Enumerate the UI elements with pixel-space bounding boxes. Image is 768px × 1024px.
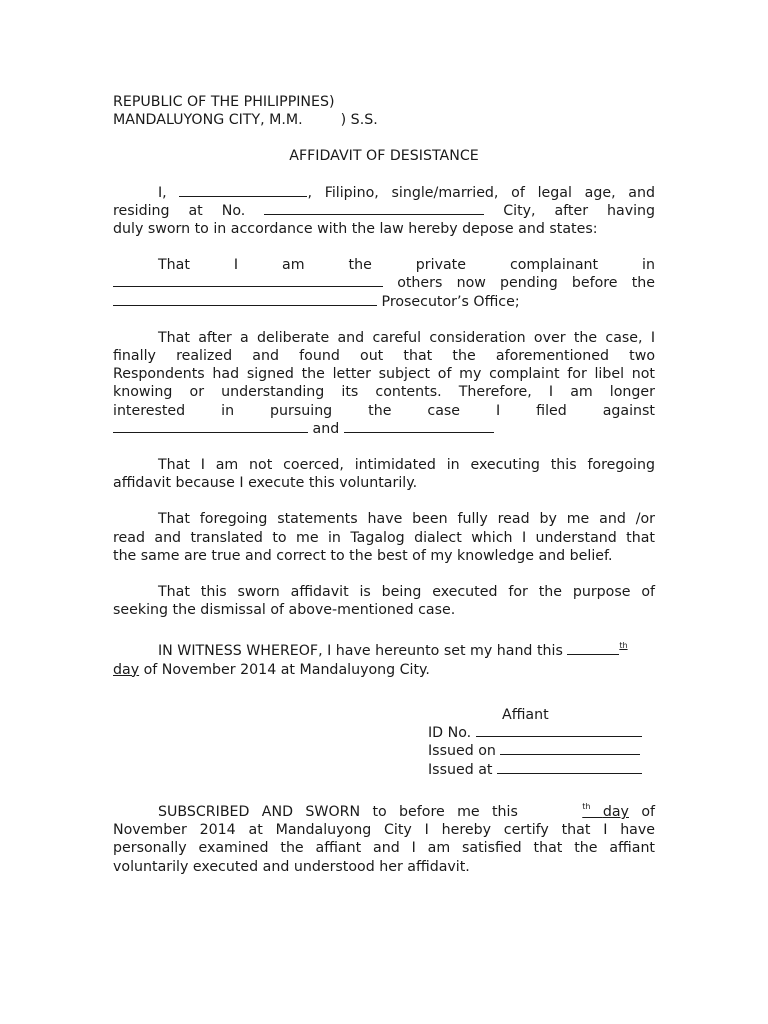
- paragraph-identity: [113, 184, 655, 239]
- complainant-line-3: Prosecutor’s Office;: [113, 293, 655, 311]
- jurat-day-group: [530, 804, 629, 820]
- voluntary-line-2: affidavit because I execute this voluntarily.: [113, 475, 418, 492]
- jurat-line-2: November 2014 at Mandaluyong City I hereby certify that I have: [113, 822, 655, 839]
- complainant-line-1: That I am the private complainant in: [158, 257, 655, 274]
- ss-label: ) S.S.: [340, 112, 378, 129]
- paragraph-purpose: [113, 583, 655, 619]
- witness-line-1: IN WITNESS WHEREOF, I have hereunto set my hand this $^{th}$: [158, 641, 628, 660]
- affiant-label: Affiant: [502, 707, 549, 723]
- identity-line-3: duly sworn to in accordance with the law hereby depose and states:: [113, 221, 598, 238]
- paragraph-statements: [113, 510, 655, 565]
- jurat-line-3: personally examined the affiant and I am satisfied that the affiant: [113, 840, 655, 857]
- jurat-section: [113, 798, 655, 876]
- identity-line-2: residing at No. City, after having: [113, 202, 656, 219]
- city-line: [113, 111, 655, 129]
- paragraph-witness: [113, 637, 655, 678]
- voluntary-line-1: That I am not coerced, intimidated in executing this foregoing: [158, 457, 655, 474]
- id-no-blank[interactable]: [476, 724, 642, 737]
- consideration-line-2: finally realized and found out that the aforementioned two: [113, 348, 655, 365]
- respondent-1-blank[interactable]: [113, 420, 308, 433]
- consideration-line-5: interested in pursuing the case I filed against: [113, 402, 655, 419]
- affiant-signature-block: [428, 706, 642, 779]
- document-title: AFFIDAVIT OF DESISTANCE: [289, 148, 479, 165]
- affidavit-document: [113, 93, 655, 697]
- identity-line-1: I, , Filipino, single/married, of legal age, and: [158, 184, 656, 201]
- paragraph-voluntary: [113, 456, 655, 492]
- issued-at-blank[interactable]: [497, 761, 642, 774]
- paragraph-consideration: [113, 329, 655, 438]
- prosecutor-blank[interactable]: [113, 293, 377, 306]
- respondent-2-blank[interactable]: [344, 420, 494, 433]
- consideration-line-4: knowing or understanding its contents. Therefore, I am longer: [113, 384, 655, 401]
- republic-line: REPUBLIC OF THE PHILIPPINES): [113, 94, 335, 110]
- venue-header: [113, 93, 655, 129]
- statements-line-1: That foregoing statements have been fully read by me and /or: [158, 511, 655, 528]
- jurat-line-4: voluntarily executed and understood her affidavit.: [113, 858, 470, 875]
- statements-line-2: read and translated to me in Tagalog dialect which I understand that: [113, 529, 655, 546]
- jurat-day-label: day: [602, 804, 629, 820]
- issued-on-blank[interactable]: [500, 742, 640, 755]
- name-blank[interactable]: [179, 184, 307, 197]
- witness-day-label: day: [113, 661, 140, 678]
- case-blank[interactable]: [113, 274, 383, 287]
- consideration-line-1: That after a deliberate and careful consideration over the case, I: [158, 329, 655, 346]
- jurat-day-blank[interactable]: [530, 804, 582, 816]
- consideration-line-3: Respondents had signed the letter subject of my complaint for libel not: [113, 366, 655, 383]
- id-no-row: ID No.: [428, 724, 642, 742]
- complainant-line-2: others now pending before the: [113, 274, 655, 292]
- issued-at-row: Issued at: [428, 761, 642, 779]
- address-blank[interactable]: [264, 202, 484, 215]
- paragraph-complainant: [113, 256, 655, 311]
- jurat-th: th: [582, 802, 591, 811]
- witness-th: th: [619, 641, 628, 651]
- issued-on-row: Issued on: [428, 742, 642, 760]
- jurat-line-1: SUBSCRIBED AND SWORN to before me this $^{th}$ day of: [158, 802, 656, 820]
- witness-line-2: day of November 2014 at Mandaluyong City.: [113, 661, 430, 678]
- statements-line-3: the same are true and correct to the best of my knowledge and belief.: [113, 547, 613, 564]
- purpose-line-1: That this sworn affidavit is being executed for the purpose of: [158, 584, 655, 601]
- witness-day-blank[interactable]: [567, 642, 619, 655]
- city-label: MANDALUYONG CITY, M.M.: [113, 112, 303, 129]
- purpose-line-2: seeking the dismissal of above-mentioned case.: [113, 602, 456, 619]
- consideration-line-6: and: [113, 420, 655, 438]
